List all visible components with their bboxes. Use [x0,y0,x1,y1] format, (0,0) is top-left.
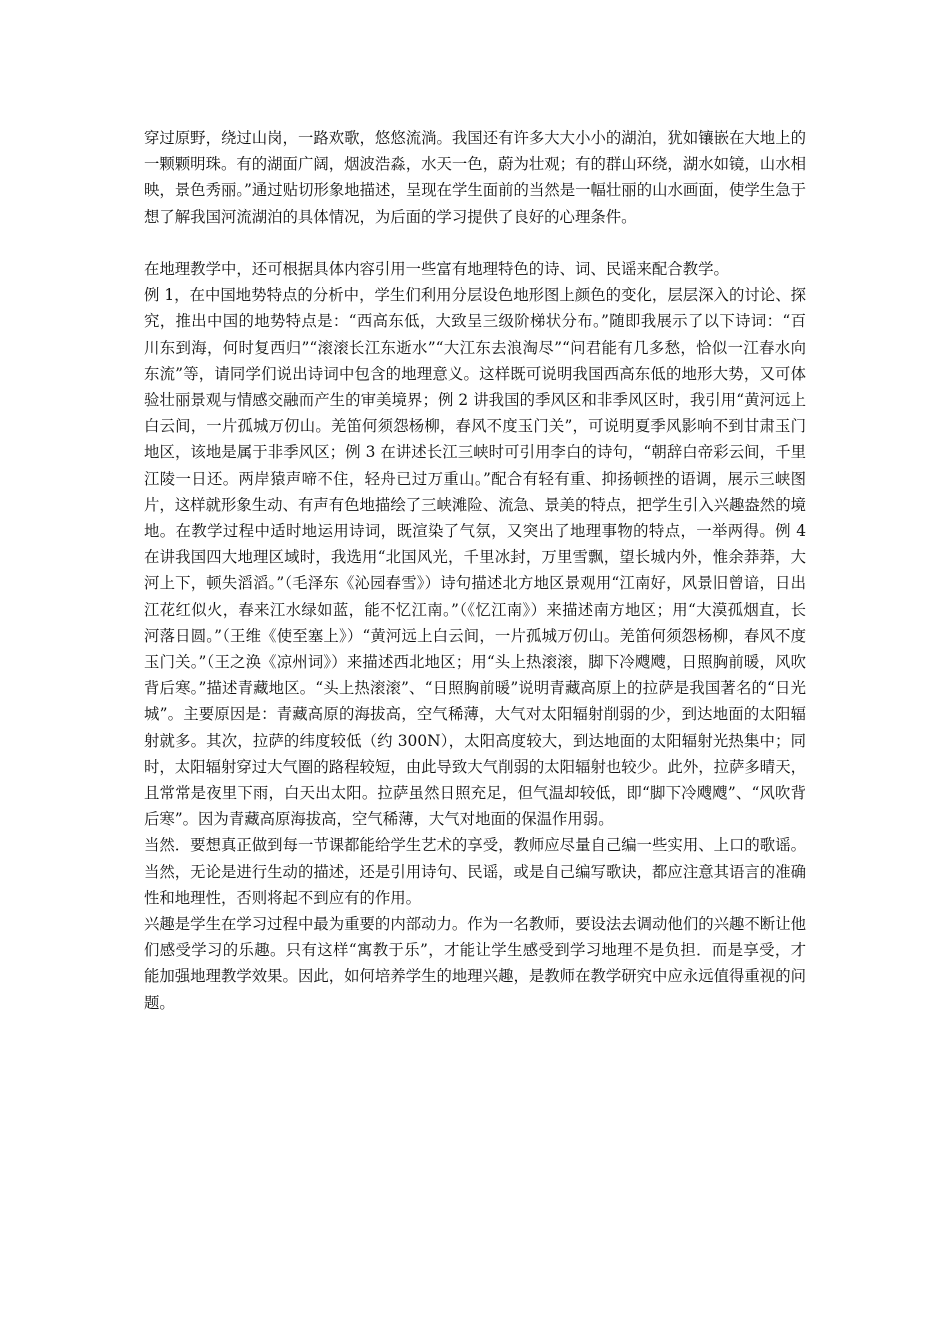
paragraph-conclusion: 兴趣是学生在学习过程中最为重要的内部动力。作为一名教师，要设法去调动他们的兴趣不断让他们感受学习的乐趣。只有这样“寓教于乐”，才能让学生感受到学习地理不是负担．而是享受，才能加强地理教学效果。因此，如何培养学生的地理兴趣，是教师在教学研究中应永远值得重视的问题。 [144,915,806,1012]
paragraph-spacer [144,230,806,256]
paragraph-poetry-examples: 例 1，在中国地势特点的分析中，学生们利用分层设色地形图上颜色的变化，层层深入的讨论、探究，推出中国的地势特点是：“西高东低，大致呈三级阶梯状分布。”随即我展示了以下诗词：“百川东到海，何时复西归”“滚滚长江东逝水”“大江东去浪淘尽”“问君能有几多愁，恰似一江春水向东流”等，请同学们说出诗词中包含的地理意义。这样既可说明我国西高东低的地形大势，又可体验壮丽景观与情感交融而产生的审美境界；例 2 讲我国的季风区和非季风区时，我引用“黄河远上白云间，一片孤城万仞山。羌笛何须怨杨柳，春风不度玉门关”，可说明夏季风影响不到甘肃玉门地区，该地是属于非季风区；例 3 在讲述长江三峡时可引用李白的诗句，“朝辞白帝彩云间，千里江陵一日还。两岸猿声啼不住，轻舟已过万重山。”配合有轻有重、抑扬顿挫的语调，展示三峡图片，这样就形象生动、有声有色地描绘了三峡滩险、流急、景美的特点，把学生引入兴趣盎然的境地。在教学过程中适时地运用诗词，既渲染了气氛，又突出了地理事物的特点，一举两得。例 4 在讲我国四大地理区域时，我选用“北国风光，千里冰封，万里雪飘，望长城内外，惟余莽莽，大河上下，顿失滔滔。”（毛泽东《沁园春雪》）诗句描述北方地区景观用“江南好，风景旧曾谙，日出江花红似火，春来江水绿如蓝，能不忆江南。”（《忆江南》）来描述南方地区；用“大漠孤烟直，长河落日圆。”（王维《使至塞上》）“黄河远上白云间，一片孤城万仞山。羌笛何须怨杨柳，春风不度玉门关。”（王之涣《凉州词》）来描述西北地区；用“头上热滚滚，脚下冷飕飕，日照胸前暖，风吹背后寒。”描述青藏地区。“头上热滚滚”、“日照胸前暖”说明青藏高原上的拉萨是我国著名的“日光城”。主要原因是：青藏高原的海拔高，空气稀薄，大气对太阳辐射削弱的少，到达地面的太阳辐射就多。其次，拉萨的纬度较低（约 300N），太阳高度较大，到达地面的太阳辐射光热集中；同时，太阳辐射穿过大气圈的路程较短，由此导致大气削弱的太阳辐射也较少。此外，拉萨多晴天，且常常是夜里下雨，白天出太阳。拉萨虽然日照充足，但气温却较低，即“脚下冷飕飕”、“风吹背后寒”。因为青藏高原海拔高，空气稀薄，大气对地面的保温作用弱。 [144,286,806,829]
paragraph-songs-note: 当然．要想真正做到每一节课都能给学生艺术的享受，教师应尽量自己编一些实用、上口的歌谣。当然，无论是进行生动的描述，还是引用诗句、民谣，或是自己编写歌诀，都应注意其语言的准确性和地理性，否则将起不到应有的作用。 [144,836,806,907]
paragraph-river-lake-description: 穿过原野，绕过山岗，一路欢歌，悠悠流淌。我国还有许多大大小小的湖泊，犹如镶嵌在大地上的一颗颗明珠。有的湖面广阔，烟波浩淼，水天一色，蔚为壮观；有的群山环绕，湖水如镜，山水相映，景色秀丽。”通过贴切形象地描述，呈现在学生面前的当然是一幅壮丽的山水画面，使学生急于想了解我国河流湖泊的具体情况，为后面的学习提供了良好的心理条件。 [144,129,806,226]
document-body [144,125,806,1016]
paragraph-poetry-intro: 在地理教学中，还可根据具体内容引用一些富有地理特色的诗、词、民谣来配合教学。 [144,260,729,278]
